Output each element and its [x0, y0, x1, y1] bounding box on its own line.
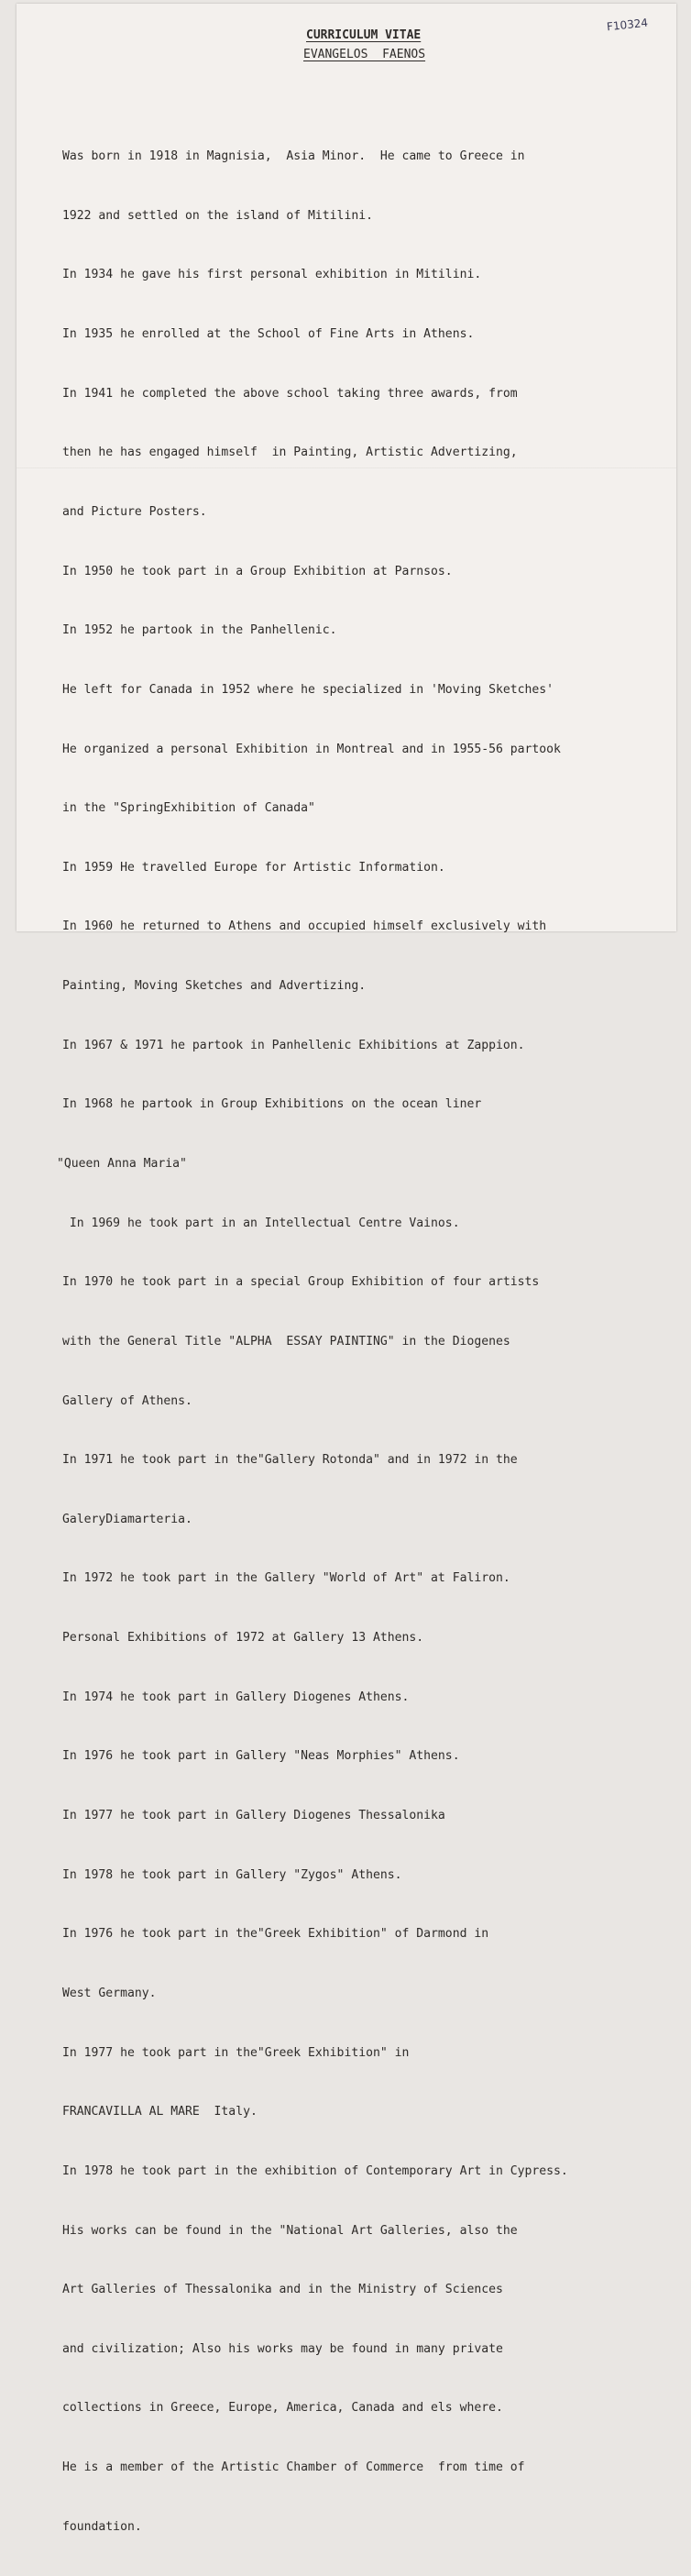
text-line: He organized a personal Exhibition in Montreal and in 1955-56 partook	[62, 742, 561, 756]
text-line: In 1950 he took part in a Group Exhibition at Parnsos.	[62, 564, 453, 578]
text-line: His works can be found in the "National Art Galleries, also the	[62, 2223, 518, 2238]
text-line: "Queen Anna Maria"	[57, 1156, 187, 1171]
text-line: 1922 and settled on the island of Mitilini.	[62, 208, 373, 223]
text-line: In 1934 he gave his first personal exhibition in Mitilini.	[62, 268, 482, 282]
biography-text	[57, 107, 568, 2576]
text-line: In 1959 He travelled Europe for Artistic Information.	[62, 860, 445, 875]
text-line: In 1977 he took part in the"Greek Exhibition" in	[62, 2045, 410, 2060]
document-title: CURRICULUM VITAE	[306, 28, 422, 42]
text-line: In 1960 he returned to Athens and occupied himself exclusively with	[62, 919, 547, 934]
archive-reference-number: F10324	[606, 16, 649, 34]
text-line: collections in Greece, Europe, America, Canada and els where.	[62, 2401, 503, 2416]
text-line: and Picture Posters.	[62, 504, 207, 519]
text-line: In 1976 he took part in Gallery "Neas Morphies" Athens.	[62, 1749, 460, 1764]
text-line: West Germany.	[62, 1986, 157, 2000]
text-line: In 1977 he took part in Gallery Diogenes Thessalonika	[62, 1809, 445, 1823]
text-line: In 1941 he completed the above school taking three awards, from	[62, 386, 518, 401]
text-line: In 1976 he took part in the"Greek Exhibition" of Darmond in	[62, 1927, 489, 1942]
text-line: He left for Canada in 1952 where he specialized in 'Moving Sketches'	[62, 682, 554, 697]
text-line: foundation.	[62, 2519, 142, 2534]
subject-name: EVANGELOS FAENOS	[303, 48, 426, 61]
text-line: GaleryDiamarteria.	[62, 1512, 192, 1526]
text-line: and civilization; Also his works may be found in many private	[62, 2341, 503, 2356]
text-line: In 1974 he took part in Gallery Diogenes Athens.	[62, 1690, 410, 1704]
text-line: He is a member of the Artistic Chamber of Commerce from time of	[62, 2460, 525, 2475]
text-line: FRANCAVILLA AL MARE Italy.	[62, 2105, 258, 2119]
text-line: In 1968 he partook in Group Exhibitions on the ocean liner	[62, 1097, 482, 1112]
document-page	[16, 4, 676, 2534]
text-line: In 1969 he took part in an Intellectual Centre Vainos.	[62, 1216, 460, 1230]
text-line: In 1970 he took part in a special Group Exhibition of four artists	[62, 1275, 540, 1290]
text-line: In 1952 he partook in the Panhellenic.	[62, 623, 337, 638]
text-line: In 1971 he took part in the"Gallery Rotonda" and in 1972 in the	[62, 1453, 518, 1468]
text-line: with the General Title "ALPHA ESSAY PAINTING" in the Diogenes	[62, 1334, 510, 1349]
text-line: then he has engaged himself in Painting, Artistic Advertizing,	[62, 446, 518, 460]
text-line: Gallery of Athens.	[62, 1393, 192, 1408]
text-line: In 1967 & 1971 he partook in Panhellenic Exhibitions at Zappion.	[62, 1038, 525, 1052]
text-line: In 1978 he took part in the exhibition of Contemporary Art in Cypress.	[62, 2163, 568, 2178]
text-line: Art Galleries of Thessalonika and in the Ministry of Sciences	[62, 2283, 503, 2297]
text-line: In 1978 he took part in Gallery "Zygos" Athens.	[62, 1867, 402, 1882]
text-line: In 1972 he took part in the Gallery "World of Art" at Faliron.	[62, 1571, 510, 1586]
text-line: In 1935 he enrolled at the School of Fine Arts in Athens.	[62, 327, 475, 342]
text-line: Painting, Moving Sketches and Advertizing.	[62, 979, 367, 994]
text-line: Was born in 1918 in Magnisia, Asia Minor. He came to Greece in	[62, 149, 525, 164]
text-line: in the "SpringExhibition of Canada"	[62, 801, 315, 816]
text-line: Personal Exhibitions of 1972 at Gallery 13 Athens.	[62, 1631, 424, 1646]
